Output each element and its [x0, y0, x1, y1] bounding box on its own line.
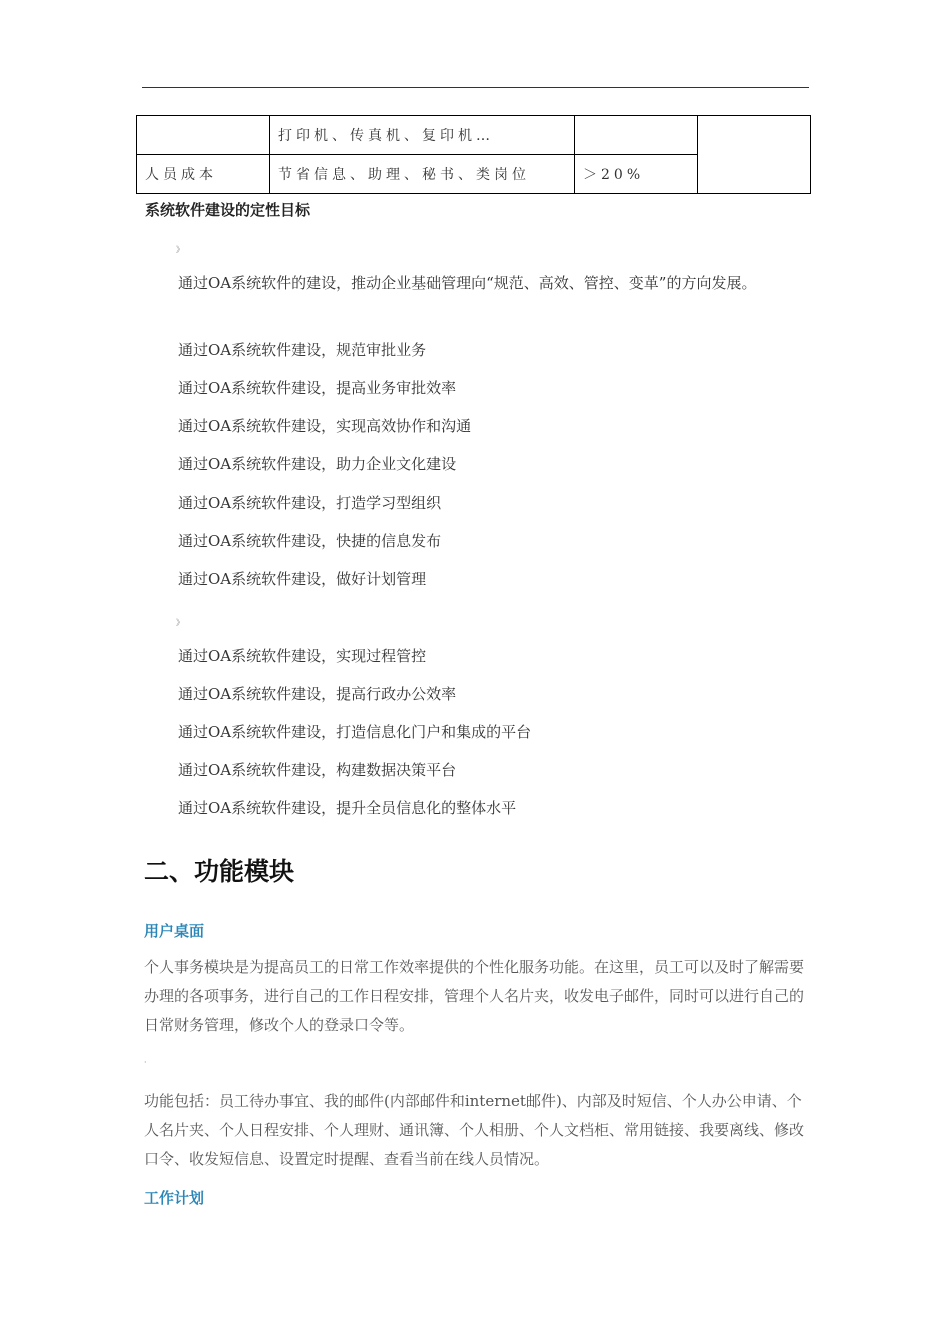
table-row	[137, 116, 811, 155]
table-cell: ＞20%	[575, 155, 698, 194]
list-item: 通过OA系统软件建设，打造信息化门户和集成的平台	[178, 723, 532, 741]
cost-table	[136, 115, 811, 194]
list-item: 通过OA系统软件建设，做好计划管理	[178, 570, 427, 588]
table-cell: 打印机、传真机、复印机…	[270, 116, 575, 155]
table-cell	[137, 116, 270, 155]
list-item: 通过OA系统软件建设，提高业务审批效率	[178, 379, 457, 397]
table-cell: 人员成本	[137, 155, 270, 194]
list-item: 通过OA系统软件建设，快捷的信息发布	[178, 532, 442, 550]
list-marker: 》	[176, 618, 184, 627]
separator-dot: ·	[144, 1058, 147, 1067]
list-item: 通过OA系统软件建设，构建数据决策平台	[178, 761, 457, 779]
list-item: 通过OA系统软件建设，打造学习型组织	[178, 494, 442, 512]
list-item: 通过OA系统软件建设，实现高效协作和沟通	[178, 417, 472, 435]
list-item: 通过OA系统软件建设，助力企业文化建设	[178, 455, 457, 473]
subsection-work-plan: 工作计划	[144, 1189, 205, 1207]
paragraph: 功能包括：员工待办事宜、我的邮件(内部邮件和internet邮件)、内部及时短信、个人办公申请、个人名片夹、个人日程安排、个人理财、通讯簿、个人相册、个人文档柜、常用链接、我要离线、修改口令、收发短信息、设置定时提醒、查看当前在线人员情况。	[144, 1092, 805, 1168]
header-rule	[142, 87, 809, 88]
table-cell	[575, 116, 698, 155]
section-title: 二、功能模块	[144, 857, 295, 886]
table-cell-merged	[698, 116, 811, 194]
paragraph: 个人事务模块是为提高员工的日常工作效率提供的个性化服务功能。在这里，员工可以及时了解需要办理的各项事务，进行自己的工作日程安排，管理个人名片夹，收发电子邮件，同时可以进行自己的日常财务管理，修改个人的登录口令等。	[144, 958, 805, 1034]
list-item: 通过OA系统软件建设，规范审批业务	[178, 341, 427, 359]
list-item: 通过OA系统软件的建设，推动企业基础管理向“规范、高效、管控、变革”的方向发展。	[178, 274, 757, 292]
qualitative-goals-heading: 系统软件建设的定性目标	[145, 201, 311, 219]
table-cell: 节省信息、助理、秘书、类岗位	[270, 155, 575, 194]
list-marker: 》	[176, 245, 184, 254]
list-item: 通过OA系统软件建设，实现过程管控	[178, 647, 427, 665]
subsection-user-desktop: 用户桌面	[144, 922, 205, 940]
list-item: 通过OA系统软件建设，提升全员信息化的整体水平	[178, 799, 517, 817]
list-item: 通过OA系统软件建设，提高行政办公效率	[178, 685, 457, 703]
